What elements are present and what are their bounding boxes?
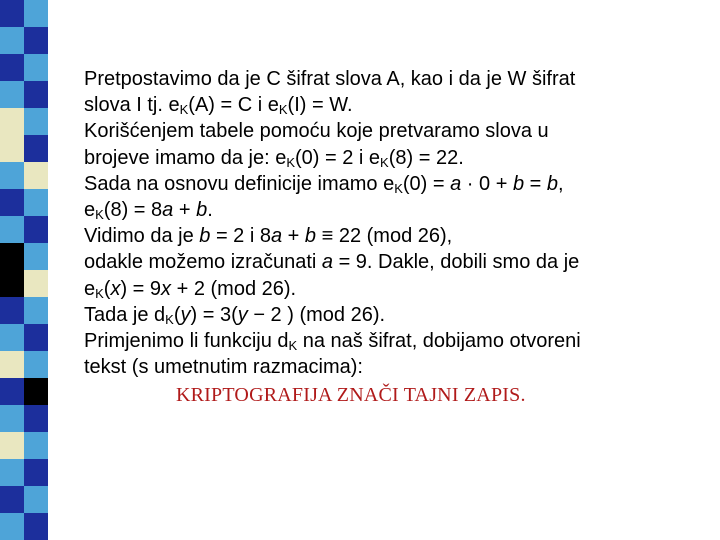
stripe-block (24, 405, 48, 432)
stripe-block (0, 243, 24, 270)
stripe-block (24, 324, 48, 351)
text-line-9: $e_K(x) = 9x + 2$ (mod 26). (84, 277, 297, 301)
stripe-block (24, 378, 48, 405)
stripe-block (0, 459, 24, 486)
stripe-block (0, 351, 24, 378)
stripe-block (24, 459, 48, 486)
stripe-block (24, 351, 48, 378)
stripe-block (24, 0, 48, 27)
text-line-5: Sada na osnovu definicije imamo $e_K(0) = a \cdot 0 + b = b$, (84, 172, 564, 196)
stripe-block (0, 81, 24, 108)
text-line-1: Pretpostavimo da je C šifrat slova A, kao i da je W šifrat (84, 68, 576, 90)
stripe-block (24, 27, 48, 54)
stripe-block (0, 270, 24, 297)
text-line-7: Vidimo da je b = 2 i 8a + b ≡ 22 (mod 26), (84, 225, 453, 248)
stripe-block (0, 378, 24, 405)
stripe-block (24, 486, 48, 513)
stripe-block (0, 54, 24, 81)
stripe-block (24, 297, 48, 324)
stripe-block (0, 324, 24, 351)
stripe-block (0, 108, 24, 135)
stripe-block (24, 189, 48, 216)
text-line-3: Korišćenjem tabele pomoću koje pretvaramo slova u (84, 120, 549, 143)
stripe-block (0, 27, 24, 54)
stripe-block (24, 432, 48, 459)
text-line-12: tekst (s umetnutim razmacima): (84, 356, 363, 379)
stripe-block (0, 0, 24, 27)
stripe-block (24, 162, 48, 189)
text-line-6: $e_K(8) = 8a + b$. (84, 198, 213, 222)
stripe-block (0, 432, 24, 459)
stripe-block (24, 135, 48, 162)
slide-text (84, 66, 704, 408)
text-line-10: Tada je $d_K(y) = 3(y - 2$ ) (mod 26). (84, 303, 386, 327)
plaintext-result: KRIPTOGRAFIJA ZNAČI TAJNI ZAPIS. (176, 384, 526, 407)
stripe-block (0, 135, 24, 162)
text-line-8: odakle možemo izračunati a = 9. Dakle, dobili smo da je (84, 251, 580, 274)
text-line-4: brojeve imamo da je: $e_K(0) = 2$ i $e_K(8) = 22$. (84, 146, 464, 170)
stripe-block (0, 405, 24, 432)
stripe-block (0, 297, 24, 324)
stripe-block (0, 189, 24, 216)
stripe-block (24, 216, 48, 243)
stripe-block (0, 162, 24, 189)
stripe-block (24, 54, 48, 81)
stripe-block (24, 513, 48, 540)
stripe-block (0, 216, 24, 243)
text-line-11: Primjenimo li funkciju $d_K$ na naš šifrat, dobijamo otvoreni (84, 329, 581, 353)
stripe-block (24, 81, 48, 108)
decorative-stripe (0, 0, 48, 540)
stripe-block (0, 513, 24, 540)
stripe-block (24, 108, 48, 135)
stripe-block (24, 270, 48, 297)
stripe-block (0, 486, 24, 513)
stripe-block (24, 243, 48, 270)
text-line-2: slova I tj. $e_K(A) = C$ i $e_K(I) = W$. (84, 94, 353, 118)
